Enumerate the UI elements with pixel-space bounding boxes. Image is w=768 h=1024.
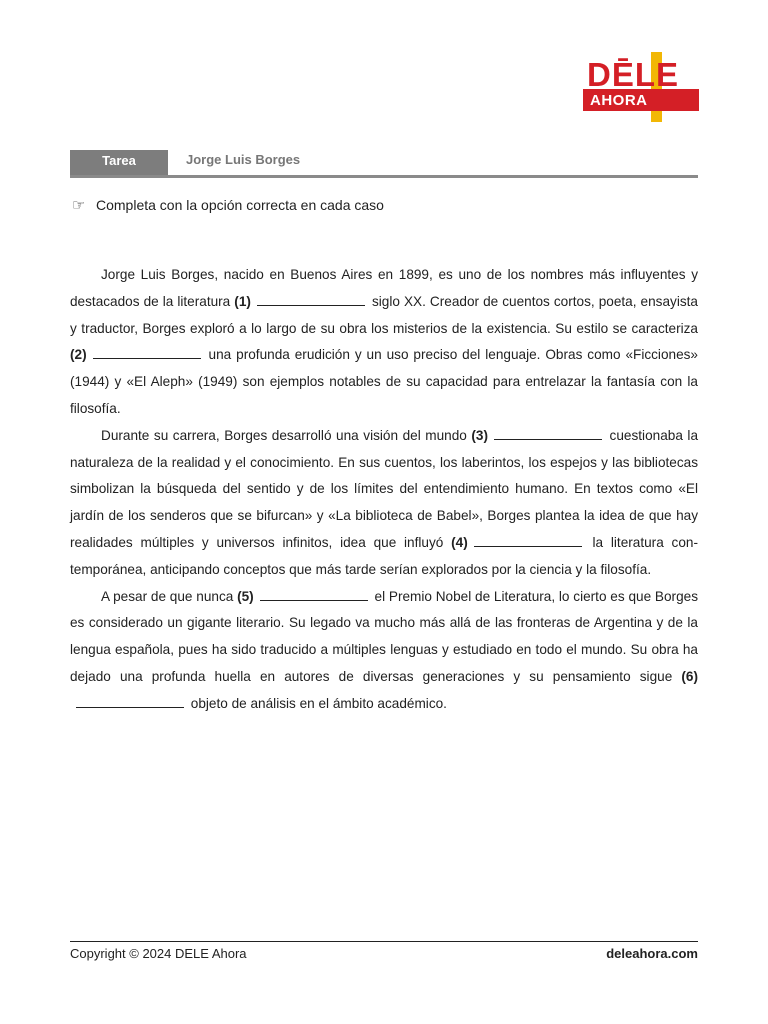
exercise-text [70,262,698,718]
instruction-text: Completa con la opción correcta en cada caso [96,197,384,213]
answer-blank[interactable] [474,532,582,547]
instruction [72,196,384,214]
footer-site: deleahora.com [606,946,698,961]
answer-blank[interactable] [93,344,201,359]
dele-ahora-logo [583,52,699,122]
gap-number: (3) [471,427,489,443]
logo-sub-text: AHORA [590,92,648,109]
gap-number: (4) [451,534,468,550]
answer-blank[interactable] [76,693,184,708]
task-divider [70,175,698,178]
task-title: Jorge Luis Borges [186,152,301,167]
answer-blank[interactable] [257,291,365,306]
gap-number: (5) [237,588,254,604]
answer-blank[interactable] [260,586,368,601]
task-label: Tarea [70,150,168,176]
gap-number: (6) [681,668,698,684]
gap-number: (1) [234,293,251,309]
paragraph: Durante su carrera, Borges desarrolló una visión del mundo (3) cuestionaba la naturaleza de la realidad y el conocimiento. En sus cuentos, los laberintos, los espejos y las bibliotecas simbolizan la búsqueda del sentido y de los límites del entendimiento humano. En textos como «El jardín de los senderos que se bifurcan» y «La biblioteca de Babel», Borges plantea la idea de que hay realidades múltiples y universos infinitos, idea que influyó (4) la literatura contemporánea, anticipando conceptos que más tarde serían explorados por la ciencia y la filosofía. [70,423,698,584]
footer-copyright: Copyright © 2024 DELE Ahora [70,946,247,961]
logo-main-text: DĒLE [587,56,680,93]
answer-blank[interactable] [494,425,602,440]
paragraph: A pesar de que nunca (5) el Premio Nobel de Literatura, lo cierto es que Borges es considerado un gigante literario. Su legado va mucho más allá de las fronteras de Argentina y de la lengua española, pues ha sido traducido a múltiples lenguas y estudiado en todo el mundo. Su obra ha dejado una profunda huella en autores de diversas generaciones y su pensamiento sigue (6) objeto de análisis en el ámbito académico. [70,584,698,718]
gap-number: (2) [70,347,87,363]
paragraph: Jorge Luis Borges, nacido en Buenos Aires en 1899, es uno de los nombres más influyentes y destacados de la literatura (1) siglo XX. Creador de cuentos cortos, poeta, ensayista y traductor, Borges exploró a lo largo de su obra los misterios de la existencia. Su estilo se caracteriza (2) una profunda erudición y un uso preciso del lenguaje. Obras como «Ficciones» (1944) y «El Aleph» (1949) son ejemplos notables de su capacidad para entrelazar la fantasía con la filosofía. [70,267,698,416]
pointing-hand-icon: ☞ [72,197,86,214]
footer-divider [70,941,698,942]
